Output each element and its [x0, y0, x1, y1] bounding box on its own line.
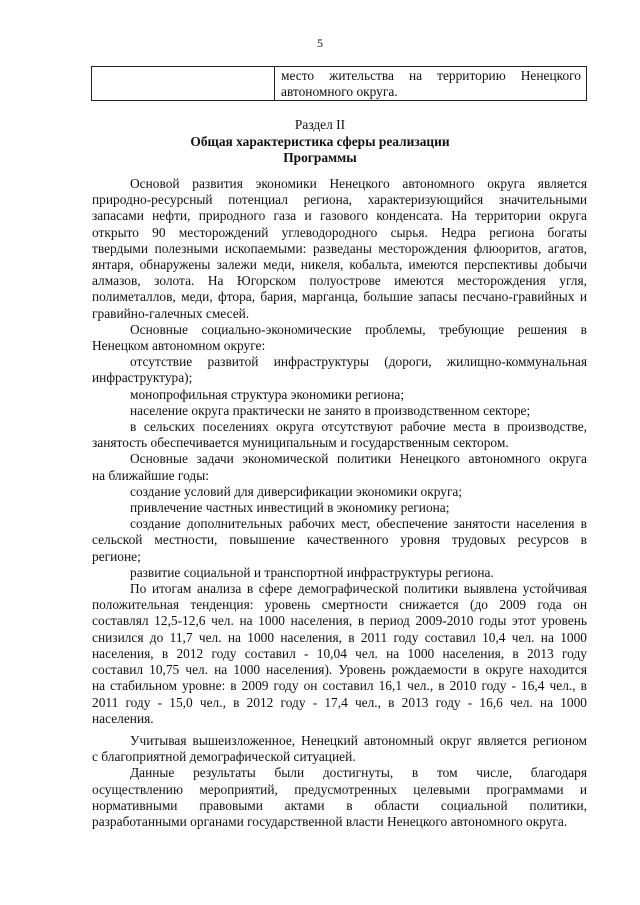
paragraph-line: занятость обеспечивается муниципальным и государственным сектором.	[92, 435, 509, 451]
paragraph	[92, 500, 587, 516]
paragraph-line: на ближайшие годы:	[92, 467, 209, 483]
section-title-line: Программы	[283, 150, 357, 165]
paragraph	[92, 403, 587, 419]
paragraph-line: создание условий для диверсификации экономики округа;	[130, 483, 463, 499]
paragraph-line: твердыми полезными ископаемыми: разведаны месторождения флюоритов, агатов,	[92, 240, 587, 256]
paragraph-line: алмазов, золота. На Югорском полуострове имеются месторождения угля,	[92, 273, 587, 289]
paragraph-line: развитие социальной и транспортной инфраструктуры региона.	[130, 564, 494, 580]
paragraph-line: гравийно-галечных смесей.	[92, 305, 250, 321]
paragraph-line: нормативными правовыми актами в области социальной политики,	[92, 797, 587, 813]
continuation-table	[91, 66, 587, 101]
paragraph	[92, 176, 587, 322]
paragraph-line: Ненецком автономном округе:	[92, 338, 266, 354]
paragraph-line: разработанными органами государственной власти Ненецкого автономного округа.	[92, 813, 568, 829]
paragraph-line: население округа практически не занято в производственном секторе;	[130, 402, 531, 418]
table-text-line: место жительства на территорию Ненецкого	[281, 68, 581, 83]
paragraph-line: привлечение частных инвестиций в экономику региона;	[130, 500, 450, 516]
paragraph-line: янтаря, обнаружены залежи меди, никеля, кобальта, имеются перспективы добычи	[92, 257, 587, 273]
paragraph-line: составил 10,75 чел. на 1000 населения). Уровень рождаемости в округе находится	[92, 662, 587, 678]
paragraph	[92, 516, 587, 565]
paragraph-line: запасами нефти, природного газа и газового конденсата. На территории округа	[92, 208, 587, 224]
paragraph-line: Основные задачи экономической политики Ненецкого автономного округа	[130, 451, 587, 467]
paragraph	[92, 565, 587, 581]
paragraph-line: в сельских поселениях округа отсутствуют рабочие места в производстве,	[130, 419, 587, 435]
paragraph-line: осуществлению мероприятий, предусмотренных целевыми программами и	[92, 781, 587, 797]
paragraph	[92, 765, 587, 830]
paragraph-line: населения, в 2012 году составил - 10,04 чел. на 1000 населения, в 2013 году	[92, 645, 587, 661]
section-heading	[0, 117, 640, 167]
paragraph	[92, 451, 587, 483]
paragraph	[92, 581, 587, 727]
paragraph	[92, 354, 587, 386]
paragraph-line: Учитывая вышеизложенное, Ненецкий автономный округ является регионом	[130, 732, 587, 748]
paragraph	[92, 419, 587, 451]
paragraph-line: с благоприятной демографической ситуацией.	[92, 749, 356, 765]
paragraph-line: 2011 году - 15,0 чел., в 2012 году - 17,4 чел., в 2013 году - 16,6 чел. на 1000	[92, 694, 587, 710]
paragraph-line: населения.	[92, 710, 154, 726]
paragraph-line: сельской местности, повышение качественного уровня трудовых ресурсов в	[92, 532, 587, 548]
paragraph	[92, 387, 587, 403]
table-cell-empty	[92, 67, 275, 101]
paragraph-line: на стабильном уровне: в 2009 году он составил 16,1 чел., в 2010 году - 16,4 чел., в	[92, 678, 587, 694]
paragraph-line: отсутствие развитой инфраструктуры (дороги, жилищно-коммунальная	[130, 354, 587, 370]
paragraph-line: Данные результаты были достигнуты, в том числе, благодаря	[130, 765, 587, 781]
paragraph-line: открыто 90 месторождений углеводородного сырья. Недра региона богаты	[92, 224, 587, 240]
paragraph	[92, 322, 587, 354]
section-title-line: Общая характеристика сферы реализации	[190, 133, 450, 149]
table-cell-text	[275, 67, 587, 101]
paragraph-line: природно-ресурсный потенциал региона, характеризующийся значительными	[92, 192, 587, 208]
paragraph-line: положительная тенденция: уровень смертности снижается (до 2009 года он	[92, 597, 587, 613]
paragraph-line: монопрофильная структура экономики региона;	[130, 386, 405, 402]
table-row	[92, 67, 587, 101]
document-body	[92, 176, 587, 830]
paragraph	[92, 484, 587, 500]
paragraph-line: полиметаллов, меди, фтора, бария, марганца, большие запасы песчано-гравийных и	[92, 289, 587, 305]
paragraph-line: снизился до 11,7 чел. на 1000 населения, в 2011 году составил 10,4 чел. на 1000	[92, 629, 587, 645]
paragraph	[92, 733, 587, 765]
paragraph-line: инфраструктура);	[92, 370, 193, 386]
table-text-line: автономного округа.	[281, 84, 398, 99]
paragraph-line: регионе;	[92, 548, 141, 564]
paragraph-line: составлял 12,5-12,6 чел. на 1000 населения, в период 2009-2010 годы этот уровень	[92, 613, 587, 629]
paragraph-line: создание дополнительных рабочих мест, обеспечение занятости населения в	[130, 516, 587, 532]
paragraph-line: Основные социально-экономические проблемы, требующие решения в	[130, 321, 587, 337]
section-label: Раздел II	[294, 117, 346, 132]
paragraph-line: По итогам анализа в сфере демографической политики выявлена устойчивая	[130, 581, 587, 597]
page-number: 5	[317, 36, 323, 50]
paragraph-line: Основой развития экономики Ненецкого автономного округа является	[130, 176, 587, 191]
